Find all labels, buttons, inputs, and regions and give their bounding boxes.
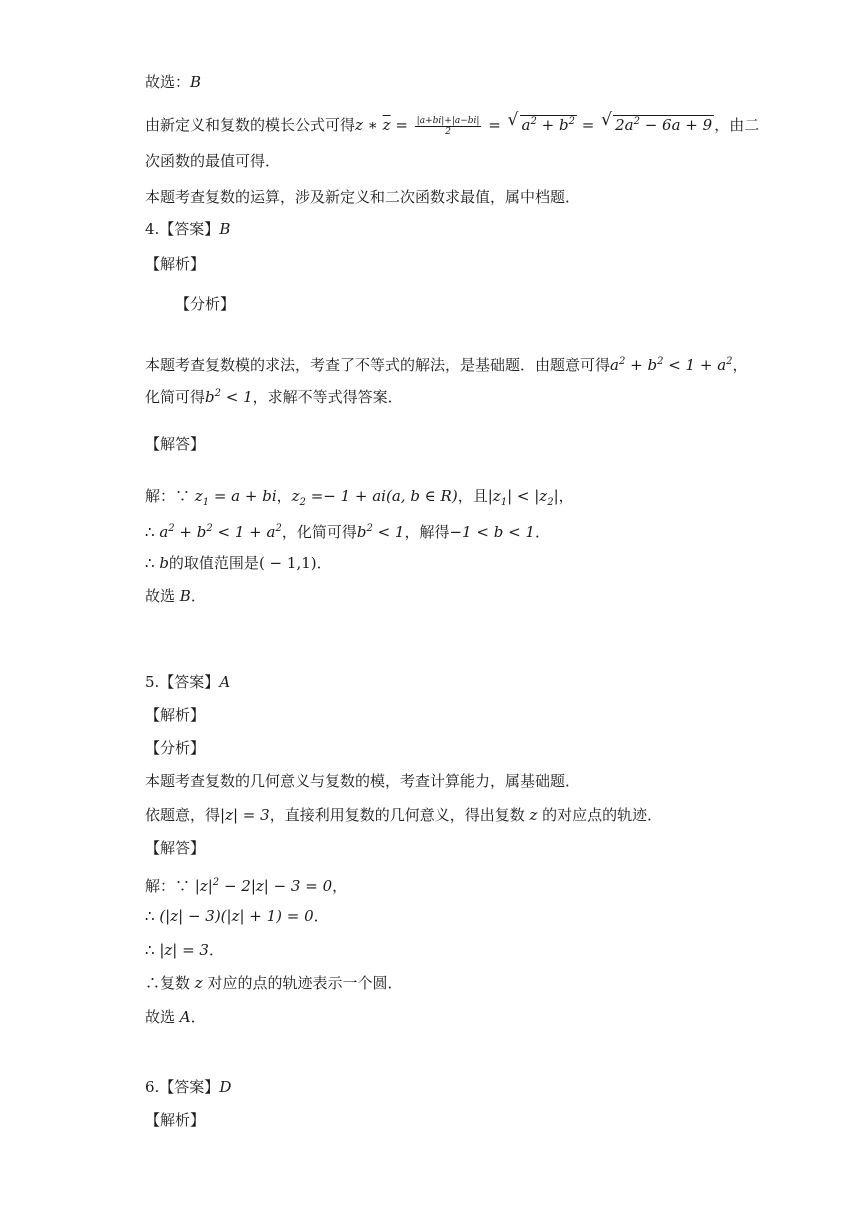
q5-choose: 故选 A．	[145, 1008, 206, 1026]
q4-jiexi: 【解析】	[145, 255, 206, 273]
q5-analysis-2: 依题意，得|z| = 3，直接利用复数的几何意义，得出复数 z 的对应点的轨迹．	[145, 806, 663, 824]
q4-fenxi: 【分析】	[175, 295, 236, 313]
q5-answer-heading: 5.【答案】A	[145, 673, 231, 691]
q4-solution-1: 解：∵ $z_1 = a$ + bi，$z_2 =- 1 + ai(a$, b ∈ R)，且$|z_1| < |z_2|$，	[145, 487, 574, 508]
formula: z ∗ $\overline{z}$ = $\frac{|a+bi|+|a-bi|}{2}$ = √ $a^2 + b^2$ = √ $2a^2 - 6a + 9$	[355, 116, 714, 134]
q5-solution-1: 解：∵ $|z|^2 - 2|z| - 3 = 0$，	[145, 877, 348, 895]
q4-solution-2: ∴ $a^2 + b^2 < 1 + a^2$，化简可得$b^2 < 1$，解得−1 < b < 1．	[145, 523, 550, 541]
q5-fenxi: 【分析】	[145, 739, 206, 757]
q4-analysis-1: 本题考查复数模的求法，考查了不等式的解法，是基础题．由题意可得$a^2 + b^2 < 1 + a^2$，	[145, 356, 748, 374]
q4-choose: 故选 B．	[145, 587, 206, 605]
choose-letter: B	[190, 73, 202, 91]
q4-analysis-2: 化简可得$b^2 < 1$，求解不等式得答案．	[145, 388, 403, 406]
q4-jieda: 【解答】	[145, 435, 206, 453]
answer-letter: A	[219, 673, 231, 691]
choose-label: 故选：	[145, 73, 191, 91]
q4-solution-3: ∴ b的取值范围是( − 1,1)．	[145, 554, 332, 572]
q5-solution-3: ∴ |z| = 3．	[145, 941, 224, 959]
fraction: $\frac{|a+bi|+|a-bi|}{2}$	[416, 115, 480, 137]
q5-jieda: 【解答】	[145, 839, 206, 857]
q3-summary: 本题考查复数的运算，涉及新定义和二次函数求最值，属中档题．	[145, 188, 581, 206]
q5-solution-2: ∴ (|z| − 3)(|z| + 1) = 0．	[145, 907, 329, 925]
q3-formula-line	[145, 111, 759, 137]
q5-jiexi: 【解析】	[145, 706, 206, 724]
q6-answer-heading: 6.【答案】D	[145, 1078, 232, 1096]
answer-letter: D	[219, 1078, 232, 1096]
formula-intro: 由新定义和复数的模长公式可得	[145, 116, 356, 134]
q4-answer-heading: 4.【答案】B	[145, 220, 231, 238]
q6-jiexi: 【解析】	[145, 1111, 206, 1129]
q5-analysis-1: 本题考查复数的几何意义与复数的模，考查计算能力，属基础题．	[145, 772, 581, 790]
answer-letter: B	[219, 220, 231, 238]
q3-choose-line	[145, 71, 201, 93]
q5-solution-4: ∴复数 z 对应的点的轨迹表示一个圆．	[145, 974, 403, 992]
q3-line2: 次函数的最值可得．	[145, 152, 281, 170]
formula-tail: ，由二	[714, 116, 760, 134]
